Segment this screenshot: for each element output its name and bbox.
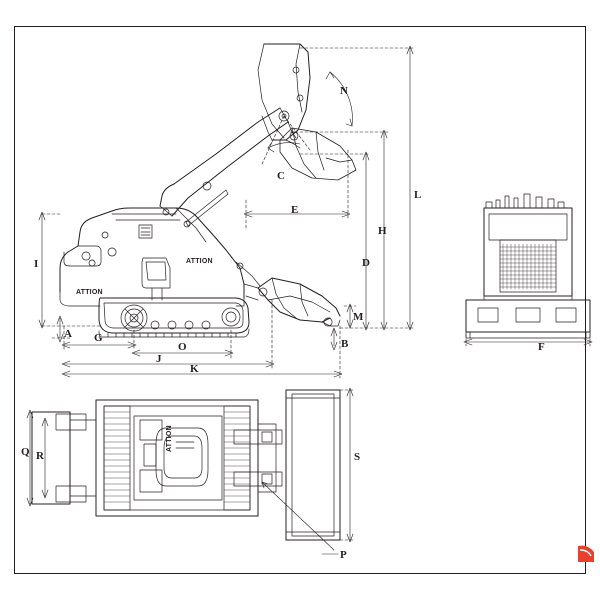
dimension-label-R: R bbox=[36, 450, 44, 462]
front-view-group bbox=[466, 194, 590, 338]
dimension-label-Q: Q bbox=[21, 446, 30, 458]
dimension-label-K: K bbox=[190, 363, 199, 375]
brand-mark-side-arm: ATTION bbox=[186, 258, 213, 265]
top-view-group bbox=[32, 390, 340, 540]
dimension-label-H: H bbox=[378, 225, 387, 237]
dimension-label-F: F bbox=[538, 341, 545, 353]
dimension-label-O: O bbox=[178, 341, 187, 353]
dimension-label-I: I bbox=[34, 258, 39, 270]
dimension-label-G: G bbox=[94, 332, 103, 344]
partial-logo-mark bbox=[578, 546, 594, 562]
dimension-label-E: E bbox=[291, 204, 299, 216]
front-view-dimensions bbox=[464, 334, 592, 346]
brand-mark-side-body: ATTION bbox=[76, 289, 103, 296]
side-view-group bbox=[60, 44, 356, 337]
dimension-label-B: B bbox=[341, 338, 349, 350]
top-view-dimensions bbox=[27, 388, 354, 554]
dimension-label-J: J bbox=[156, 353, 162, 365]
dimension-label-S: S bbox=[354, 451, 361, 463]
dimension-label-C: C bbox=[277, 170, 285, 182]
dimension-label-L: L bbox=[414, 189, 422, 201]
dimension-label-A: A bbox=[64, 328, 72, 340]
brand-mark-top-view: ATTION bbox=[166, 425, 173, 452]
dimension-label-D: D bbox=[362, 257, 370, 269]
dimension-label-M: M bbox=[353, 311, 364, 323]
dimension-label-P: P bbox=[340, 549, 347, 561]
dimension-label-N: N bbox=[340, 85, 348, 97]
